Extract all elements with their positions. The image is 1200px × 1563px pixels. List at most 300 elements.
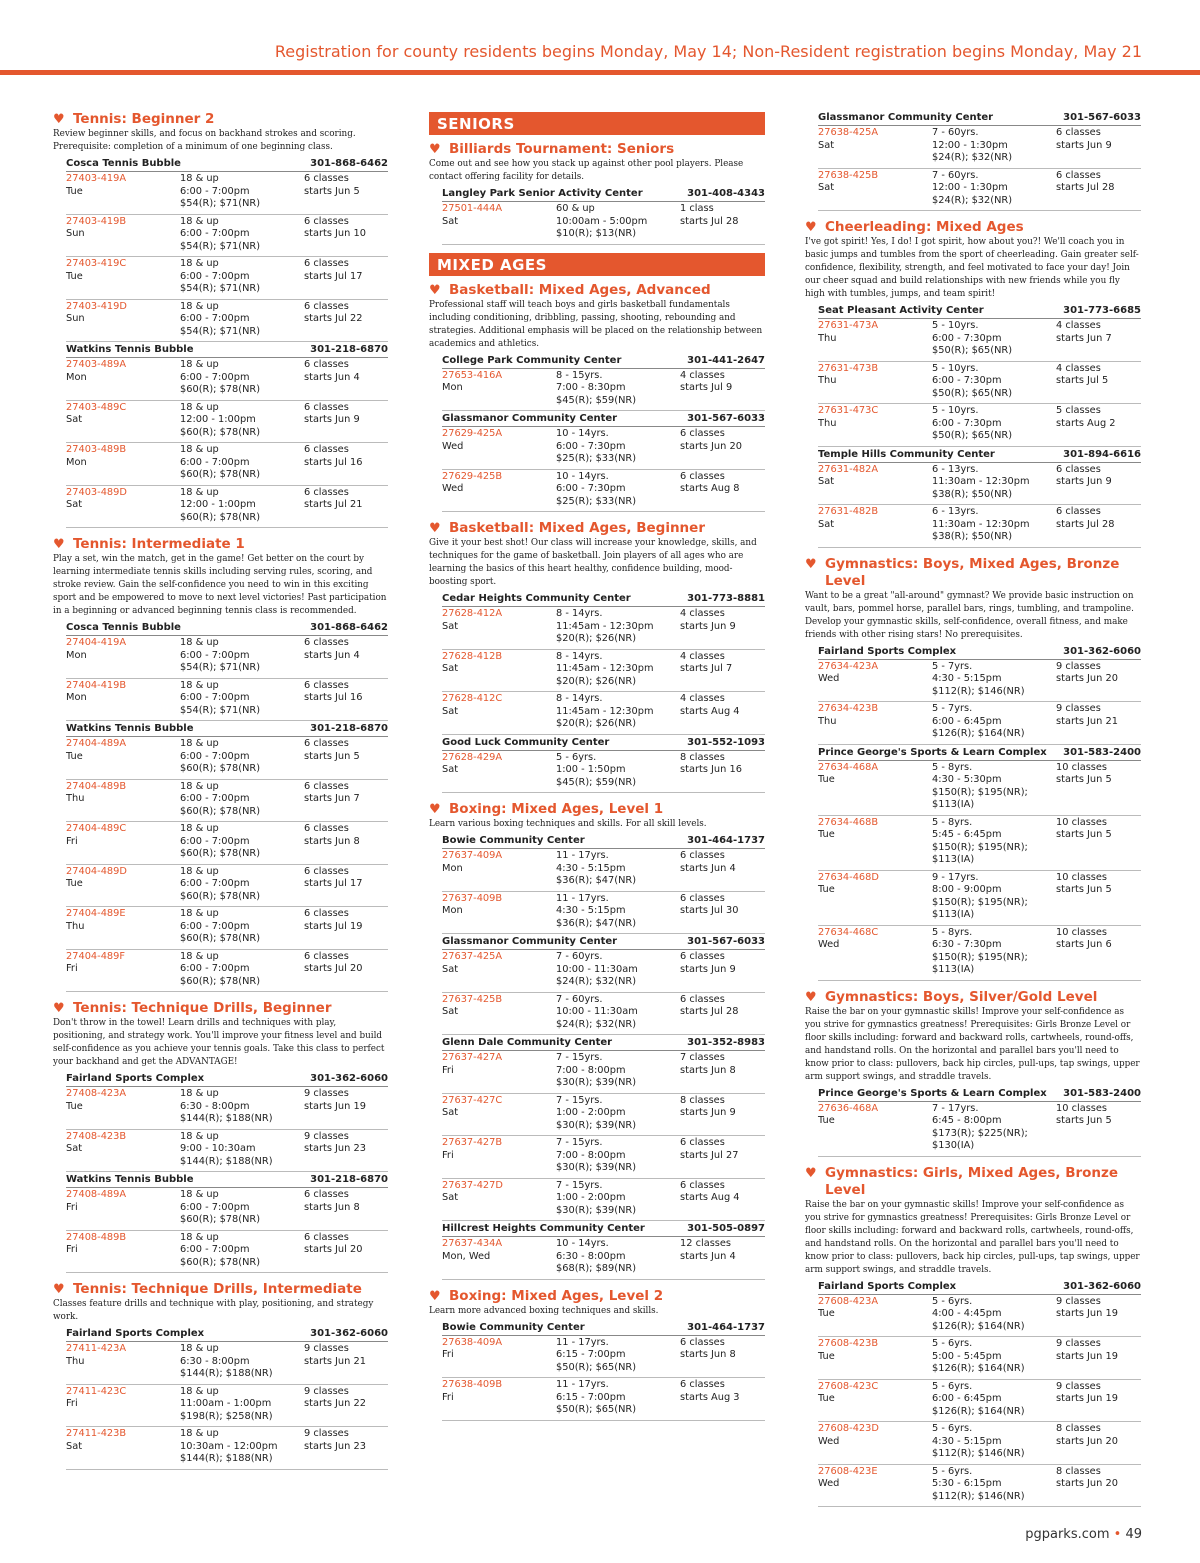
age-range: 18 & up <box>180 950 219 962</box>
entry-age-time <box>180 1131 304 1169</box>
class-time: 6:45 - 8:00pm <box>932 1115 1002 1126</box>
class-day: Sun <box>66 228 85 239</box>
program-title-text: Basketball: Mixed Ages, Advanced <box>449 281 711 298</box>
class-fee: $24(R); $32(NR) <box>932 152 1013 163</box>
entry-code-day <box>442 1052 556 1090</box>
entry-sessions <box>1056 1466 1141 1504</box>
location-name: Temple Hills Community Center <box>818 448 995 460</box>
activity-code[interactable]: 27637-427A <box>442 1052 503 1063</box>
class-count: 10 classes <box>1056 1102 1108 1114</box>
entry-age-time <box>556 752 680 790</box>
class-entry <box>442 470 765 513</box>
class-count: 6 classes <box>680 470 725 482</box>
location-name: Fairland Sports Complex <box>66 1073 205 1084</box>
activity-code[interactable]: 27638-409A <box>442 1336 503 1348</box>
program-title <box>53 1281 388 1298</box>
entry-age-time <box>932 661 1056 699</box>
class-fee: $30(R); $39(NR) <box>556 1119 637 1131</box>
entry-age-time <box>556 370 680 408</box>
activity-code[interactable]: 27634-468A <box>818 761 879 773</box>
class-entry <box>818 1295 1141 1338</box>
entry-sessions <box>680 1180 765 1218</box>
program-description: Review beginner skills, and focus on backhand strokes and scoring. Prerequisite: completion of a minimum of one beginning class. <box>53 129 356 152</box>
location-name: Prince George's Sports & Learn Complex <box>818 1087 1047 1099</box>
age-range: 18 & up <box>180 486 219 498</box>
header-rule <box>0 70 1200 75</box>
activity-code[interactable]: 27638-425B <box>818 169 879 181</box>
class-entry <box>442 650 765 693</box>
class-entry <box>818 702 1141 745</box>
activity-code[interactable]: 27634-423B <box>818 703 879 714</box>
start-date: starts Jun 20 <box>1056 673 1118 684</box>
entry-code-day <box>442 893 556 931</box>
class-time: 6:00 - 7:00pm <box>180 835 250 847</box>
location-header <box>818 644 1141 660</box>
class-day: Thu <box>818 417 837 429</box>
activity-code[interactable]: 27403-419B <box>66 215 127 227</box>
entry-age-time <box>180 258 304 296</box>
entry-age-time <box>556 1095 680 1133</box>
start-date: starts Jun 5 <box>1056 774 1112 785</box>
activity-code[interactable]: 27403-419C <box>66 258 127 269</box>
activity-code[interactable]: 27404-419A <box>66 637 127 648</box>
class-count: 6 classes <box>304 359 349 370</box>
entry-sessions <box>304 781 388 819</box>
entry-sessions <box>304 637 388 675</box>
class-day: Fri <box>442 1391 454 1403</box>
location-header <box>442 1221 765 1237</box>
activity-code[interactable]: 27408-489B <box>66 1231 127 1243</box>
entry-age-time <box>180 823 304 861</box>
location-phone: 301-868-6462 <box>310 158 388 169</box>
entry-code-day <box>442 1095 556 1133</box>
class-day: Mon <box>442 862 463 874</box>
entry-sessions <box>680 752 765 790</box>
class-fee: $20(R); $26(NR) <box>556 675 637 687</box>
age-range: 10 - 14yrs. <box>556 428 609 439</box>
class-count: 6 classes <box>680 1379 725 1390</box>
page-number: 49 <box>1125 1527 1142 1542</box>
activity-code[interactable]: 27634-468D <box>818 871 879 883</box>
entry-sessions <box>304 738 388 776</box>
class-time: 6:00 - 7:00pm <box>180 456 250 468</box>
entry-sessions <box>1056 1423 1141 1461</box>
class-entry <box>66 636 388 679</box>
activity-code[interactable]: 27608-423D <box>818 1423 879 1434</box>
age-range: 7 - 60yrs. <box>932 127 979 138</box>
program-block <box>53 536 388 992</box>
activity-code[interactable]: 27631-482B <box>818 506 879 517</box>
location-block <box>442 833 765 934</box>
class-count: 6 classes <box>304 300 349 312</box>
entry-code-day <box>442 850 556 888</box>
class-count: 6 classes <box>304 637 349 648</box>
class-entry <box>66 1087 388 1130</box>
entry-code-day <box>66 173 180 211</box>
class-day: Thu <box>818 332 837 344</box>
start-date: starts Jun 16 <box>680 764 742 775</box>
entry-age-time <box>180 637 304 675</box>
class-day: Fri <box>442 1064 454 1076</box>
start-date: starts Jun 6 <box>1056 939 1112 950</box>
entry-code-day <box>442 951 556 989</box>
class-day: Mon <box>66 371 87 383</box>
program-block <box>805 556 1141 981</box>
heart-icon: ♥ <box>53 537 65 552</box>
class-entry <box>442 202 765 245</box>
class-fee: $60(R); $78(NR) <box>180 384 261 395</box>
location-header <box>818 745 1141 761</box>
location-block <box>818 447 1141 548</box>
entry-code-day <box>442 1238 556 1276</box>
class-time: 6:00 - 7:00pm <box>180 1201 250 1213</box>
class-day: Thu <box>818 715 837 727</box>
activity-code[interactable]: 27634-468B <box>818 816 879 828</box>
entry-sessions <box>1056 1103 1141 1153</box>
location-block <box>442 186 765 245</box>
activity-code[interactable]: 27404-489D <box>66 865 127 877</box>
location-header <box>66 156 388 172</box>
class-entry <box>442 751 765 794</box>
activity-code[interactable]: 27631-473A <box>818 320 879 331</box>
class-entry <box>66 822 388 865</box>
program-description: Learn various boxing techniques and skills. For all skill levels. <box>429 819 707 829</box>
class-fee: $24(R); $32(NR) <box>556 1018 637 1030</box>
age-range: 11 - 17yrs. <box>556 1379 609 1390</box>
class-count: 9 classes <box>1056 1380 1101 1392</box>
location-name: Cosca Tennis Bubble <box>66 158 181 169</box>
entry-sessions <box>1056 872 1141 922</box>
age-range: 5 - 6yrs. <box>932 1295 973 1307</box>
page-header <box>0 0 1200 80</box>
program-title-text: Boxing: Mixed Ages, Level 1 <box>449 801 664 817</box>
activity-code[interactable]: 27637-425B <box>442 993 503 1005</box>
activity-code[interactable]: 27411-423A <box>66 1343 127 1354</box>
location-header <box>442 591 765 607</box>
entry-sessions <box>304 1428 388 1466</box>
class-count: 6 classes <box>680 428 725 439</box>
entry-age-time <box>556 1180 680 1218</box>
start-date: starts Jul 20 <box>304 1244 363 1255</box>
class-entry <box>66 215 388 258</box>
class-time: 6:00 - 7:00pm <box>180 1244 250 1255</box>
heart-icon: ♥ <box>429 802 441 817</box>
location-phone: 301-464-1737 <box>687 1321 765 1333</box>
age-range: 18 & up <box>180 780 219 792</box>
activity-code[interactable]: 27403-489A <box>66 359 127 370</box>
activity-code[interactable]: 27628-412A <box>442 608 503 619</box>
entry-code-day <box>66 1088 180 1126</box>
entry-sessions <box>304 301 388 339</box>
activity-code[interactable]: 27637-427B <box>442 1137 503 1148</box>
class-fee: $10(R); $13(NR) <box>556 228 637 239</box>
entry-code-day <box>442 1180 556 1218</box>
location-block <box>66 1071 388 1172</box>
activity-code[interactable]: 27608-423E <box>818 1465 878 1477</box>
activity-code[interactable]: 27404-489E <box>66 908 126 919</box>
class-count: 6 classes <box>1056 506 1101 517</box>
entry-age-time <box>556 428 680 466</box>
program-title-text: Gymnastics: Boys, Silver/Gold Level <box>825 988 1098 1005</box>
class-entry <box>66 1342 388 1385</box>
class-entry <box>818 1337 1141 1380</box>
entry-sessions <box>1056 127 1141 165</box>
activity-code[interactable]: 27408-423B <box>66 1130 127 1142</box>
age-range: 8 - 14yrs. <box>556 608 603 619</box>
start-date: starts Jun 7 <box>1056 332 1112 344</box>
entry-sessions <box>304 444 388 482</box>
activity-code[interactable]: 27637-427C <box>442 1094 503 1106</box>
age-range: 18 & up <box>180 1343 219 1354</box>
class-day: Sat <box>818 182 835 193</box>
program-block <box>429 282 765 513</box>
activity-code[interactable]: 27631-473C <box>818 405 879 416</box>
activity-code[interactable]: 27408-489A <box>66 1189 127 1200</box>
activity-code[interactable]: 27404-489B <box>66 780 127 792</box>
entry-code-day <box>442 1337 556 1375</box>
entry-sessions <box>304 1386 388 1424</box>
class-count: 6 classes <box>304 679 349 691</box>
activity-code[interactable]: 27404-489F <box>66 950 126 962</box>
location-block <box>442 353 765 412</box>
class-entry <box>818 1465 1141 1508</box>
age-range: 7 - 15yrs. <box>556 1094 603 1106</box>
class-time: 6:00 - 7:30pm <box>556 483 626 494</box>
heart-icon: ♥ <box>429 1288 441 1304</box>
entry-age-time <box>932 1381 1056 1419</box>
activity-code[interactable]: 27634-423A <box>818 660 879 672</box>
class-day: Thu <box>66 1355 85 1367</box>
class-time: 11:30am - 12:30pm <box>932 518 1030 530</box>
class-entry <box>442 692 765 735</box>
class-day: Tue <box>818 774 835 785</box>
class-time: 5:00 - 5:45pm <box>932 1350 1002 1362</box>
location-name: Seat Pleasant Activity Center <box>818 305 984 316</box>
age-range: 5 - 6yrs. <box>556 751 597 763</box>
age-range: 18 & up <box>180 1231 219 1243</box>
class-fee: $50(R); $65(NR) <box>556 1361 637 1373</box>
start-date: starts Jun 4 <box>680 862 736 874</box>
activity-code[interactable]: 27404-419B <box>66 679 127 691</box>
start-date: starts Jun 20 <box>680 440 742 452</box>
class-day: Sat <box>66 499 83 510</box>
entry-sessions <box>304 216 388 254</box>
class-fee: $144(R); $188(NR) <box>180 1368 273 1379</box>
activity-code[interactable]: 27634-468C <box>818 926 879 938</box>
heart-icon: ♥ <box>805 220 817 235</box>
start-date: starts Jun 22 <box>304 1398 366 1409</box>
entry-code-day <box>818 661 932 699</box>
age-range: 5 - 6yrs. <box>932 1380 973 1392</box>
site-link[interactable]: pgparks.com <box>1025 1527 1110 1542</box>
class-count: 10 classes <box>1056 926 1108 938</box>
location-name: Good Luck Community Center <box>442 736 610 748</box>
class-entry <box>66 486 388 529</box>
entry-code-day <box>66 908 180 946</box>
activity-code[interactable]: 27637-434A <box>442 1238 503 1249</box>
activity-code[interactable]: 27637-409A <box>442 850 503 861</box>
age-range: 5 - 10yrs. <box>932 362 979 374</box>
class-time: 11:45am - 12:30pm <box>556 620 654 632</box>
entry-sessions <box>680 471 765 509</box>
age-range: 18 & up <box>180 359 219 370</box>
activity-code[interactable]: 27403-489B <box>66 444 127 455</box>
entry-code-day <box>818 872 932 922</box>
age-range: 7 - 15yrs. <box>556 1137 603 1148</box>
location-name: Cedar Heights Community Center <box>442 593 631 604</box>
activity-code[interactable]: 27631-473B <box>818 362 879 374</box>
activity-code[interactable]: 27653-416A <box>442 369 503 381</box>
class-time: 6:00 - 7:30pm <box>556 440 626 452</box>
program-title-text: Gymnastics: Girls, Mixed Ages, Bronze Level <box>825 1164 1119 1198</box>
activity-code[interactable]: 27411-423B <box>66 1428 127 1439</box>
location-block <box>66 156 388 342</box>
age-range: 18 & up <box>180 865 219 877</box>
class-time: 11:45am - 12:30pm <box>556 705 654 717</box>
registration-banner: Registration for county residents begins Monday, May 14; Non-Resident registration begins Monday, May 21 <box>274 42 1142 61</box>
start-date: starts Jul 17 <box>304 270 363 282</box>
program-block <box>805 219 1141 548</box>
age-range: 5 - 8yrs. <box>932 761 973 773</box>
heart-icon: ♥ <box>805 1165 817 1181</box>
program-description: Give it your best shot! Our class will increase your knowledge, skills, and techniques for the game of basketball. Join players of all ages who are learning the basics of this heart healthy, confidence building, mood-boosting sport. <box>429 538 757 587</box>
activity-code[interactable]: 27608-423B <box>818 1338 879 1349</box>
class-fee: $24(R); $32(NR) <box>932 194 1013 206</box>
activity-code[interactable]: 27637-425A <box>442 951 503 962</box>
activity-code[interactable]: 27628-429A <box>442 751 503 763</box>
class-count: 6 classes <box>680 1137 725 1148</box>
entry-code-day <box>66 301 180 339</box>
entry-code-day <box>66 680 180 718</box>
class-fee: $50(R); $65(NR) <box>932 387 1013 399</box>
class-day: Sat <box>442 620 459 632</box>
class-day: Mon, Wed <box>442 1250 491 1262</box>
activity-code[interactable]: 27403-419D <box>66 300 127 312</box>
age-range: 5 - 6yrs. <box>932 1465 973 1477</box>
location-phone: 301-773-6685 <box>1063 305 1141 316</box>
age-range: 18 & up <box>180 1428 219 1439</box>
activity-code[interactable]: 27608-423A <box>818 1295 879 1307</box>
class-count: 6 classes <box>1056 169 1101 181</box>
class-fee: $60(R); $78(NR) <box>180 975 261 987</box>
activity-code[interactable]: 27403-419A <box>66 173 127 184</box>
class-time: 10:00 - 11:30am <box>556 1006 638 1017</box>
age-range: 8 - 14yrs. <box>556 650 603 662</box>
entry-age-time <box>556 608 680 646</box>
location-name: Watkins Tennis Bubble <box>66 1174 194 1185</box>
class-fee: $38(R); $50(NR) <box>932 531 1013 542</box>
activity-code[interactable]: 27403-489C <box>66 401 127 413</box>
entry-code-day <box>442 994 556 1032</box>
class-count: 6 classes <box>304 173 349 184</box>
activity-code[interactable]: 27631-482A <box>818 463 879 475</box>
class-entry <box>442 607 765 650</box>
class-entry <box>442 849 765 892</box>
class-time: 6:00 - 7:30pm <box>932 417 1002 429</box>
start-date: starts Jul 22 <box>304 313 363 324</box>
class-fee: $144(R); $188(NR) <box>180 1113 273 1124</box>
entry-code-day <box>442 1137 556 1175</box>
class-entry <box>818 362 1141 405</box>
activity-code[interactable]: 27628-412B <box>442 650 503 662</box>
age-range: 18 & up <box>180 823 219 834</box>
activity-code[interactable]: 27411-423C <box>66 1385 127 1397</box>
heart-icon: ♥ <box>53 112 65 127</box>
activity-code[interactable]: 27501-444A <box>442 203 503 214</box>
age-range: 5 - 6yrs. <box>932 1423 973 1434</box>
class-time: 6:00 - 7:00pm <box>180 313 250 324</box>
activity-code[interactable]: 27628-412C <box>442 693 503 704</box>
age-range: 18 & up <box>180 908 219 919</box>
activity-code[interactable]: 27408-423A <box>66 1088 127 1099</box>
class-day: Sun <box>66 313 85 324</box>
entry-sessions <box>304 951 388 989</box>
entry-age-time <box>556 1137 680 1175</box>
entry-code-day <box>818 405 932 443</box>
class-day: Sat <box>442 1192 459 1203</box>
start-date: starts Jun 4 <box>680 1250 736 1262</box>
program-block <box>429 141 765 245</box>
entry-code-day <box>66 1189 180 1227</box>
class-fee: $30(R); $39(NR) <box>556 1204 637 1216</box>
activity-code[interactable]: 27637-409B <box>442 892 503 904</box>
start-date: starts Aug 4 <box>680 1192 740 1203</box>
class-time: 4:30 - 5:15pm <box>932 1435 1002 1447</box>
class-count: 6 classes <box>304 444 349 455</box>
class-day: Mon <box>66 456 87 468</box>
class-day: Tue <box>66 878 83 889</box>
class-entry <box>442 1336 765 1379</box>
location-header <box>818 1279 1141 1295</box>
entry-age-time <box>932 1103 1056 1153</box>
location-block <box>818 1086 1141 1157</box>
activity-code[interactable]: 27629-425A <box>442 428 503 439</box>
location-header <box>442 411 765 427</box>
activity-code[interactable]: 27403-489D <box>66 486 127 498</box>
class-fee: $50(R); $65(NR) <box>556 1404 637 1415</box>
activity-code[interactable]: 27636-468A <box>818 1102 879 1114</box>
activity-code[interactable]: 27608-423C <box>818 1380 879 1392</box>
entry-code-day <box>442 471 556 509</box>
class-time: 12:00 - 1:30pm <box>932 139 1008 151</box>
entry-sessions <box>680 850 765 888</box>
start-date: starts Jun 9 <box>304 414 360 425</box>
program-block <box>429 801 765 1280</box>
entry-age-time <box>932 363 1056 401</box>
location-name: Fairland Sports Complex <box>818 1280 957 1292</box>
class-entry <box>818 126 1141 169</box>
activity-code[interactable]: 27404-489C <box>66 823 127 834</box>
activity-code[interactable]: 27629-425B <box>442 470 503 482</box>
entry-age-time <box>932 927 1056 977</box>
location-header <box>442 934 765 950</box>
location-block <box>442 1035 765 1221</box>
program-block <box>805 1165 1141 1508</box>
entry-sessions <box>680 1337 765 1375</box>
start-date: starts Jun 10 <box>304 228 366 239</box>
entry-sessions <box>1056 762 1141 812</box>
activity-code[interactable]: 27638-409B <box>442 1379 503 1390</box>
class-day: Mon <box>66 692 87 703</box>
activity-code[interactable]: 27404-489A <box>66 738 127 749</box>
class-fee: $25(R); $33(NR) <box>556 495 637 507</box>
class-time: 6:30 - 7:30pm <box>932 939 1002 950</box>
activity-code[interactable]: 27638-425A <box>818 127 879 138</box>
entry-age-time <box>180 1232 304 1270</box>
activity-code[interactable]: 27637-427D <box>442 1179 503 1191</box>
class-time: 6:00 - 7:00pm <box>180 371 250 383</box>
start-date: starts Aug 8 <box>680 483 740 494</box>
